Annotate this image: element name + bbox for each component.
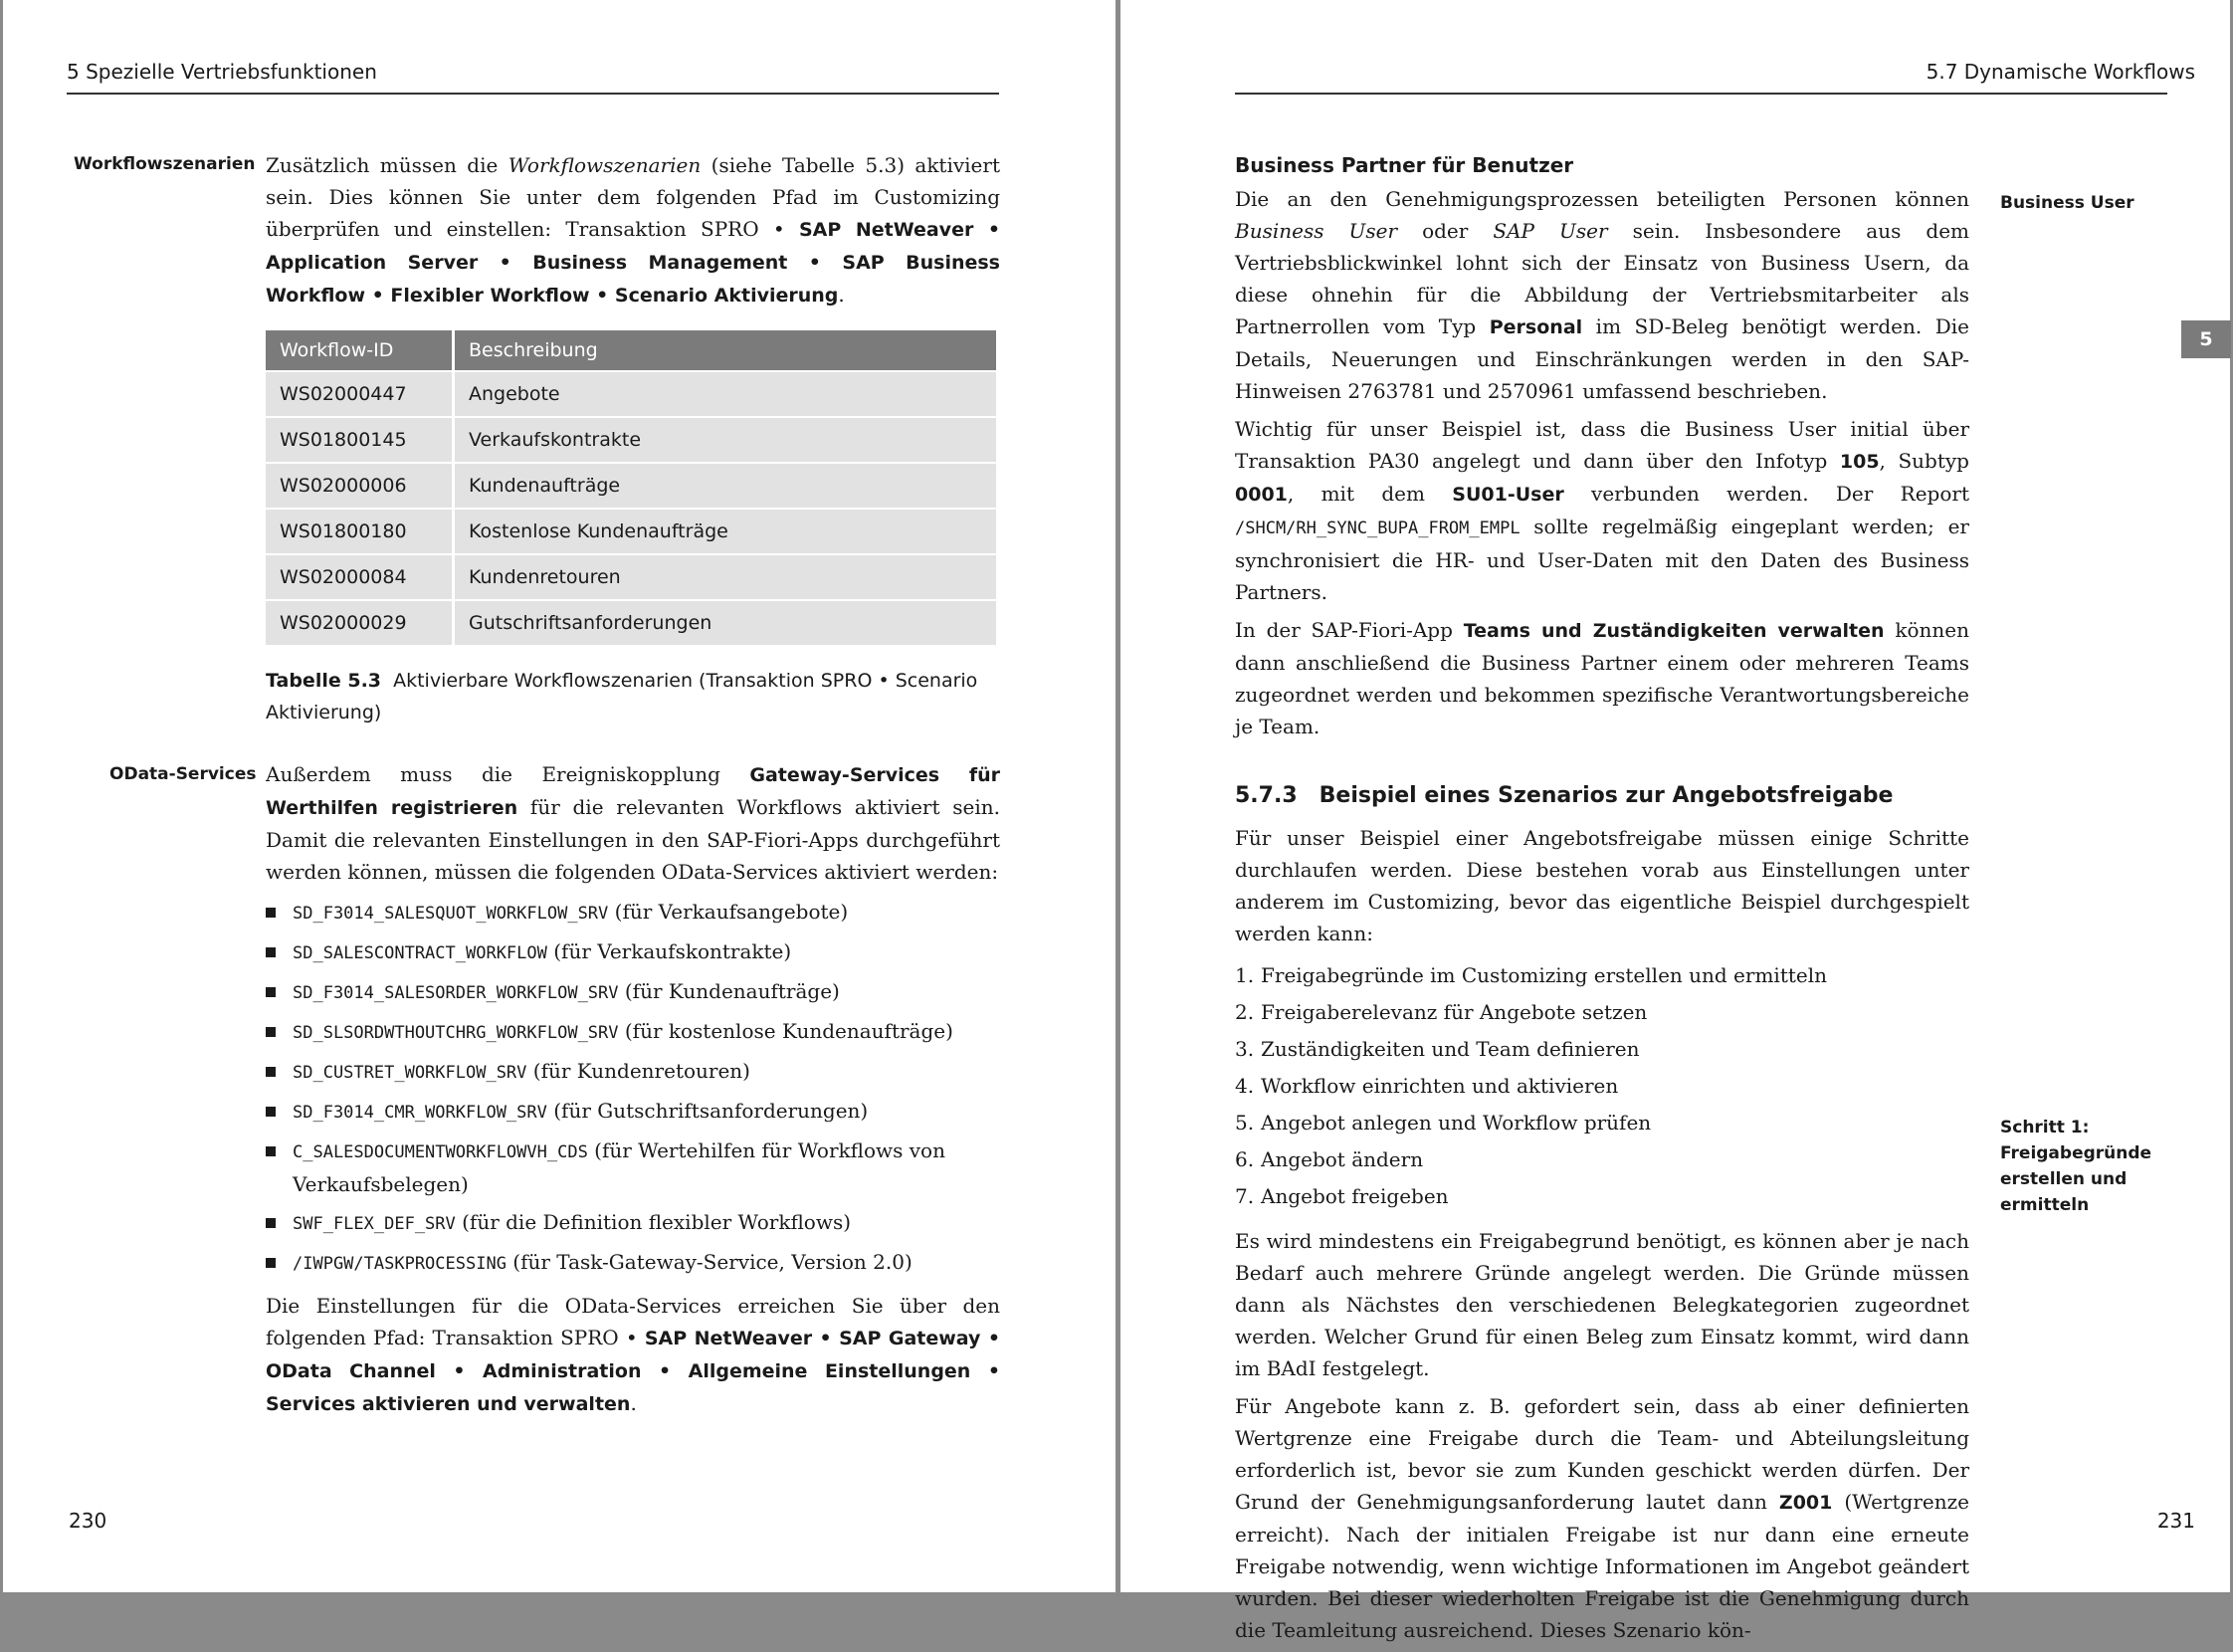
list-item: 5. Angebot anlegen und Workflow prüfen bbox=[1235, 1111, 1652, 1135]
section-heading-5-7-3 bbox=[1235, 780, 1969, 812]
left-para1: Zusätzlich müssen die Workflowszenarien (siehe Tabelle 5.3) aktiviert sein. Dies können Sie unter dem folgenden Pfad im Customizing überprüfen und einstellen: Transaktion SPRO • SAP NetWeaver • Application Server • Business Management • SAP Business Workflow • Flexibler Workflow • Scenario Aktivierung. bbox=[266, 153, 1000, 307]
list-item: 3. Zuständigkeiten und Team definieren bbox=[1235, 1037, 1640, 1061]
section-title: Beispiel eines Szenarios zur Angebotsfreigabe bbox=[1319, 783, 1894, 808]
margin-note-workflowszenarien: Workflowszenarien bbox=[74, 154, 256, 174]
left-para1-block bbox=[266, 149, 1000, 317]
table-cell: WS02000029 bbox=[266, 601, 455, 645]
margin-note-odata-services: OData-Services bbox=[109, 764, 257, 784]
customizing-path-2: SAP NetWeaver • SAP Gateway • OData Channel • Administration • Allgemeine Einstellungen • Services aktivieren und verwalten bbox=[266, 1328, 1000, 1415]
table-row bbox=[266, 601, 996, 645]
odata-service-list bbox=[266, 896, 1000, 1280]
table-header-cell: Workflow-ID bbox=[266, 330, 455, 370]
table-cell: Kundenaufträge bbox=[455, 464, 996, 508]
list-item: SD_CUSTRET_WORKFLOW_SRV (für Kundenretouren) bbox=[266, 1055, 1000, 1089]
table-cell: Angebote bbox=[455, 372, 996, 416]
list-item: /IWPGW/TASKPROCESSING (für Task-Gateway-Service, Version 2.0) bbox=[266, 1246, 1000, 1280]
list-item: 4. Workflow einrichten und aktivieren bbox=[1235, 1074, 1619, 1098]
list-item: SD_SLSORDWTHOUTCHRG_WORKFLOW_SRV (für kostenlose Kundenaufträge) bbox=[266, 1015, 1000, 1049]
right-para5: Es wird mindestens ein Freigabegrund benötigt, es können aber je nach Bedarf auch mehrere Gründe angelegt werden. Die Gründe müssen dann als Nächstes den verschiedenen Belegkategorien zugeordnet werden. Welcher Grund für einen Beleg zum Einsatz kommt, wird dann im BAdI festgelegt. bbox=[1235, 1229, 1969, 1380]
list-item: SD_F3014_SALESQUOT_WORKFLOW_SRV (für Verkaufsangebote) bbox=[266, 896, 1000, 929]
table-cell: Verkaufskontrakte bbox=[455, 418, 996, 462]
margin-note-schritt-1: Schritt 1: Freigabegründe erstellen und ermitteln bbox=[2000, 1118, 2152, 1215]
list-item: SD_SALESCONTRACT_WORKFLOW (für Verkaufskontrakte) bbox=[266, 935, 1000, 969]
customizing-path-1: SAP NetWeaver • Application Server • Business Management • SAP Business Workflow • Flexibler Workflow • Scenario Aktivierung bbox=[266, 219, 1000, 307]
right-para4: Für unser Beispiel einer Angebotsfreigabe müssen einige Schritte durchlaufen werden. Diese bestehen vorab aus Einstellungen unter anderem im Customizing, bevor das eigentliche Beispiel durchgespielt werden kann: bbox=[1235, 826, 1969, 945]
list-item: 6. Angebot ändern bbox=[1235, 1147, 1424, 1171]
header-rule-left bbox=[67, 93, 999, 95]
table-cell: WS02000084 bbox=[266, 555, 455, 599]
page-number-left: 230 bbox=[69, 1509, 107, 1533]
chapter-tab: 5 bbox=[2181, 320, 2231, 358]
table-cell: WS02000006 bbox=[266, 464, 455, 508]
table-header-row bbox=[266, 330, 996, 370]
table-row bbox=[266, 418, 996, 462]
list-item: 7. Angebot freigeben bbox=[1235, 1184, 1449, 1208]
margin-note-business-user: Business User bbox=[2000, 193, 2134, 213]
running-head-left: 5 Spezielle Vertriebsfunktionen bbox=[67, 60, 377, 84]
left-page bbox=[3, 0, 1116, 1592]
table-cell: Kostenlose Kundenaufträge bbox=[455, 510, 996, 553]
report-name: /SHCM/RH_SYNC_BUPA_FROM_EMPL bbox=[1235, 518, 1521, 538]
subheading-business-partner: Business Partner für Benutzer bbox=[1235, 153, 1574, 177]
section-number: 5.7.3 bbox=[1235, 783, 1298, 808]
list-item: C_SALESDOCUMENTWORKFLOWVH_CDS (für Wertehilfen für Workflows von Verkaufsbelegen) bbox=[266, 1135, 1000, 1200]
table-row bbox=[266, 510, 996, 553]
left-para2: Außerdem muss die Ereigniskopplung Gateway-Services für Werthilfen registrieren für die relevanten Workflows aktiviert sein. Damit die relevanten Einstellungen in den SAP-Fiori-Apps durchgeführt werden können, müssen die folgenden OData-Services aktiviert werden: bbox=[266, 762, 1000, 884]
workflow-table bbox=[266, 328, 996, 647]
fiori-app-name: Teams und Zuständigkeiten verwalten bbox=[1463, 620, 1885, 642]
table-caption-text: Aktivierbare Workflowszenarien (Transaktion SPRO • Scenario Aktivierung) bbox=[266, 670, 978, 723]
header-rule-right bbox=[1235, 93, 2167, 95]
table-cell: WS01800180 bbox=[266, 510, 455, 553]
table-row bbox=[266, 555, 996, 599]
running-head-right: 5.7 Dynamische Workflows bbox=[1926, 60, 2195, 84]
list-item: SD_F3014_CMR_WORKFLOW_SRV (für Gutschriftsanforderungen) bbox=[266, 1095, 1000, 1129]
left-odata-block bbox=[266, 758, 1000, 1426]
right-para3: In der SAP-Fiori-App Teams und Zuständigkeiten verwalten können dann anschließend die Business Partner einem oder mehreren Teams zugeordnet werden und bekommen spezifische Verantwortungsbereiche je Team. bbox=[1235, 618, 1969, 738]
table-caption bbox=[266, 665, 1000, 728]
table-row bbox=[266, 464, 996, 508]
steps-list bbox=[1235, 957, 1969, 1215]
table-header-cell: Beschreibung bbox=[455, 330, 996, 370]
event-coupling-name: Gateway-Services für Werthilfen registrieren bbox=[266, 764, 1000, 819]
table-cell: WS02000447 bbox=[266, 372, 455, 416]
left-para3: Die Einstellungen für die OData-Services erreichen Sie über den folgenden Pfad: Transaktion SPRO • SAP NetWeaver • SAP Gateway • OData Channel • Administration • Allgemeine Einstellungen • Services aktivieren und verwalten. bbox=[266, 1294, 1000, 1415]
page-number-right: 231 bbox=[2156, 1509, 2195, 1533]
table-cell: WS01800145 bbox=[266, 418, 455, 462]
list-item: SWF_FLEX_DEF_SRV (für die Definition flexibler Workflows) bbox=[266, 1206, 1000, 1240]
right-para1: Die an den Genehmigungsprozessen beteiligten Personen können Business User oder SAP User sein. Insbesondere aus dem Vertriebsblickwinkel lohnt sich der Einsatz von Business Usern, da diese ohnehin für die Abbildung der Vertriebsmitarbeiter als Partnerrollen vom Typ Personal im SD-Beleg benötigt werden. Die Details, Neuerungen und Einschränkungen werden in den SAP-Hinweisen 2763781 und 2570961 umfassend beschrieben. bbox=[1235, 187, 1969, 403]
right-page bbox=[1120, 0, 2230, 1642]
list-item: SD_F3014_SALESORDER_WORKFLOW_SRV (für Kundenaufträge) bbox=[266, 975, 1000, 1009]
right-body bbox=[1235, 149, 1969, 1652]
table-row bbox=[266, 372, 996, 416]
list-item: 1. Freigabegründe im Customizing erstellen und ermitteln bbox=[1235, 963, 1828, 987]
right-para6: Für Angebote kann z. B. gefordert sein, dass ab einer definierten Wertgrenze eine Freigabe durch die Team- und Abteilungsleitung erforderlich ist, bevor sie zum Kunden geschickt werden dürfen. Der Grund der Genehmigungsanforderung lautet dann Z001 (Wertgrenze erreicht). Nach der initialen Freigabe ist nur dann eine erneute Freigabe notwendig, wenn wichtige Informationen im Angebot geändert wurden. Bei dieser wiederholten Freigabe ist die Genehmigung durch die Teamleitung ausreichend. Dieses Szenario kön- bbox=[1235, 1394, 1969, 1642]
list-item: 2. Freigaberelevanz für Angebote setzen bbox=[1235, 1000, 1648, 1024]
table-cell: Kundenretouren bbox=[455, 555, 996, 599]
right-para2: Wichtig für unser Beispiel ist, dass die Business User initial über Transaktion PA30 angelegt und dann über den Infotyp 105, Subtyp 0001, mit dem SU01-User verbunden werden. Der Report /SHCM/RH_SYNC_BUPA_FROM_EMPL sollte regelmäßig eingeplant werden; er synchronisiert die HR- und User-Daten mit den Daten des Business Partners. bbox=[1235, 417, 1969, 604]
table-caption-label: Tabelle 5.3 bbox=[266, 670, 382, 692]
table-cell: Gutschriftsanforderungen bbox=[455, 601, 996, 645]
